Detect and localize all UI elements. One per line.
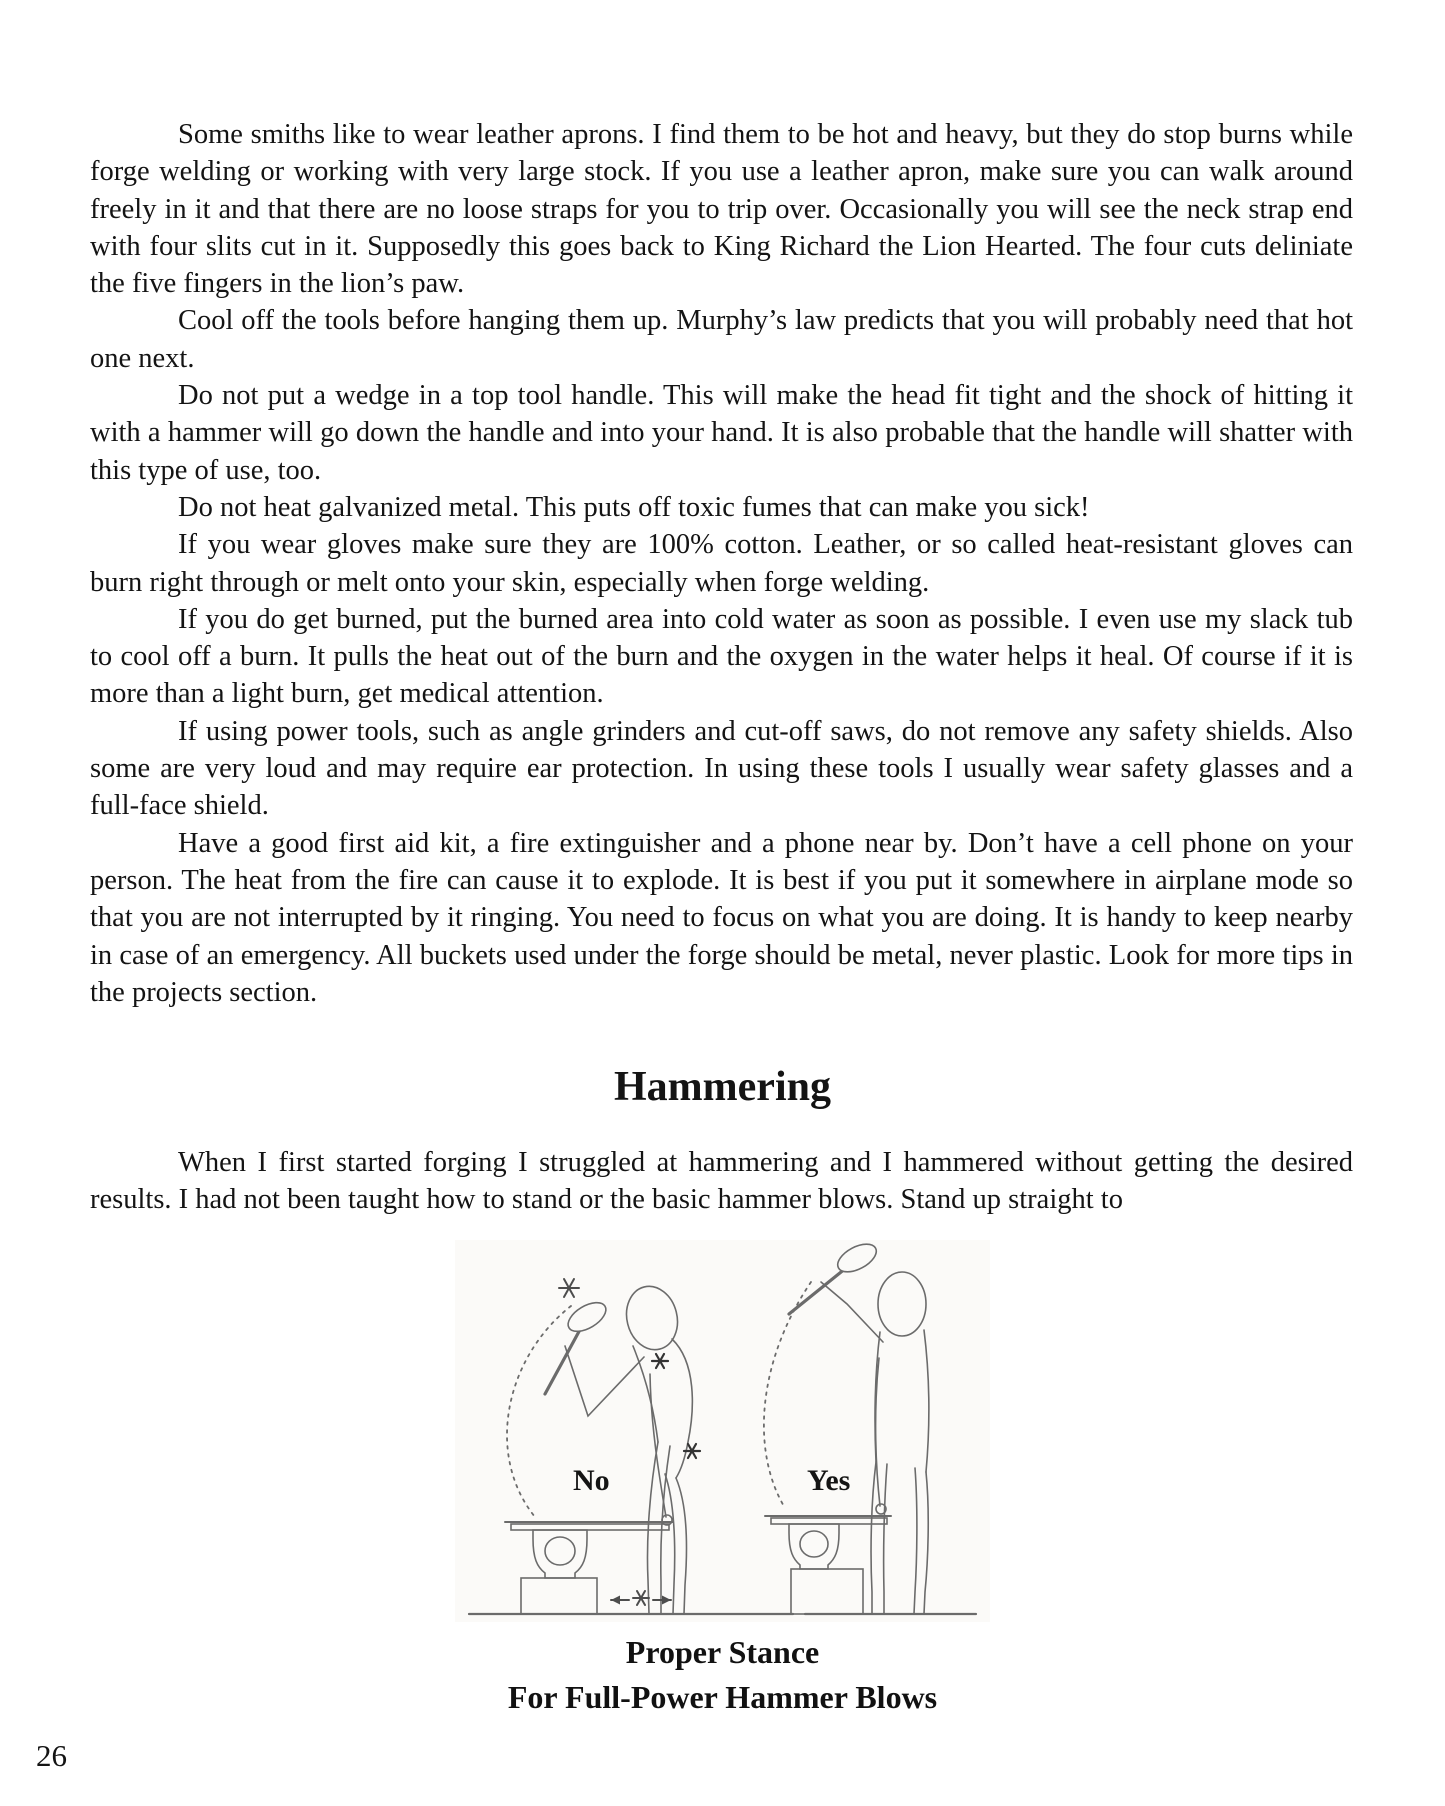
body-paragraph: If you do get burned, put the burned area into cold water as soon as possible. I even use my slack tub to cool off a burn. It pulls the heat out of the burn and the oxygen in the water helps it heal. Of course if it is more than a light burn, get medical attention. — [90, 603, 1353, 710]
stance-illustration — [455, 1240, 990, 1622]
body-paragraph: If you wear gloves make sure they are 100% cotton. Leather, or so called heat-resistant gloves can burn right through or melt onto your skin, especially when forge welding. — [90, 529, 1353, 598]
distance-asterisk — [633, 1591, 649, 1605]
body-paragraph: Do not put a wedge in a top tool handle. This will make the head fit tight and the shock of hitting it with a hammer will go down the handle and into your hand. It is also probable that the handle will shatter with this type of use, too. — [90, 380, 1353, 486]
hammer-head-left — [563, 1297, 610, 1337]
hammer-left — [545, 1326, 582, 1394]
figure-caption — [360, 1630, 1085, 1720]
body-paragraph: Do not heat galvanized metal. This puts off toxic fumes that can make you sick! — [178, 491, 1090, 523]
pain-asterisk-shoulder — [652, 1354, 668, 1368]
no-figure — [507, 1279, 700, 1614]
yes-figure — [764, 1240, 929, 1614]
swing-arc-left — [507, 1306, 571, 1517]
section-heading: Hammering — [614, 1064, 831, 1110]
body-paragraph: Some smiths like to wear leather aprons. I find them to be hot and heavy, but they do stop burns while forge welding or working with very large stock. If you use a leather apron, make sure you can walk around freely in it and that there are no loose straps for you to trip over. Occasionally you will see the neck strap end with four slits cut in it. Supposedly this goes back to King Richard the Lion Hearted. The four cuts deliniate the five fingers in the lion’s paw. — [90, 119, 1353, 300]
figure-caption-line2: For Full-Power Hammer Blows — [507, 1679, 938, 1715]
page-number: 26 — [36, 1738, 67, 1773]
figure-label-no: No — [573, 1464, 610, 1497]
figure-caption-line1: Proper Stance — [625, 1634, 820, 1670]
body-text-block — [90, 116, 1353, 1011]
body-paragraph: When I first started forging I struggled at hammering and I hammered without getting the desired results. I had not been taught how to stand or the basic hammer blows. Stand up straight to — [90, 1147, 1353, 1216]
section-intro-block — [90, 1144, 1353, 1219]
swing-arc-right — [764, 1282, 811, 1508]
body-paragraph: Cool off the tools before hanging them up. Murphy’s law predicts that you will probably need that hot one next. — [90, 305, 1353, 374]
impact-star — [559, 1279, 579, 1297]
body-paragraph: Have a good first aid kit, a fire extinguisher and a phone near by. Don’t have a cell phone on your person. The heat from the fire can cause it to explode. It is best if you put it somewhere in airplane mode so that you are not interrupted by it ringing. You need to focus on what you are doing. It is handy to keep nearby in case of an emergency. All buckets used under the forge should be metal, never plastic. Look for more tips in the projects section. — [90, 827, 1353, 1008]
body-paragraph: If using power tools, such as angle grinders and cut-off saws, do not remove any safety shields. Also some are very loud and may require ear protection. In using these tools I usually wear safety glasses and a full-face shield. — [90, 715, 1353, 822]
figure-label-yes: Yes — [807, 1464, 851, 1497]
